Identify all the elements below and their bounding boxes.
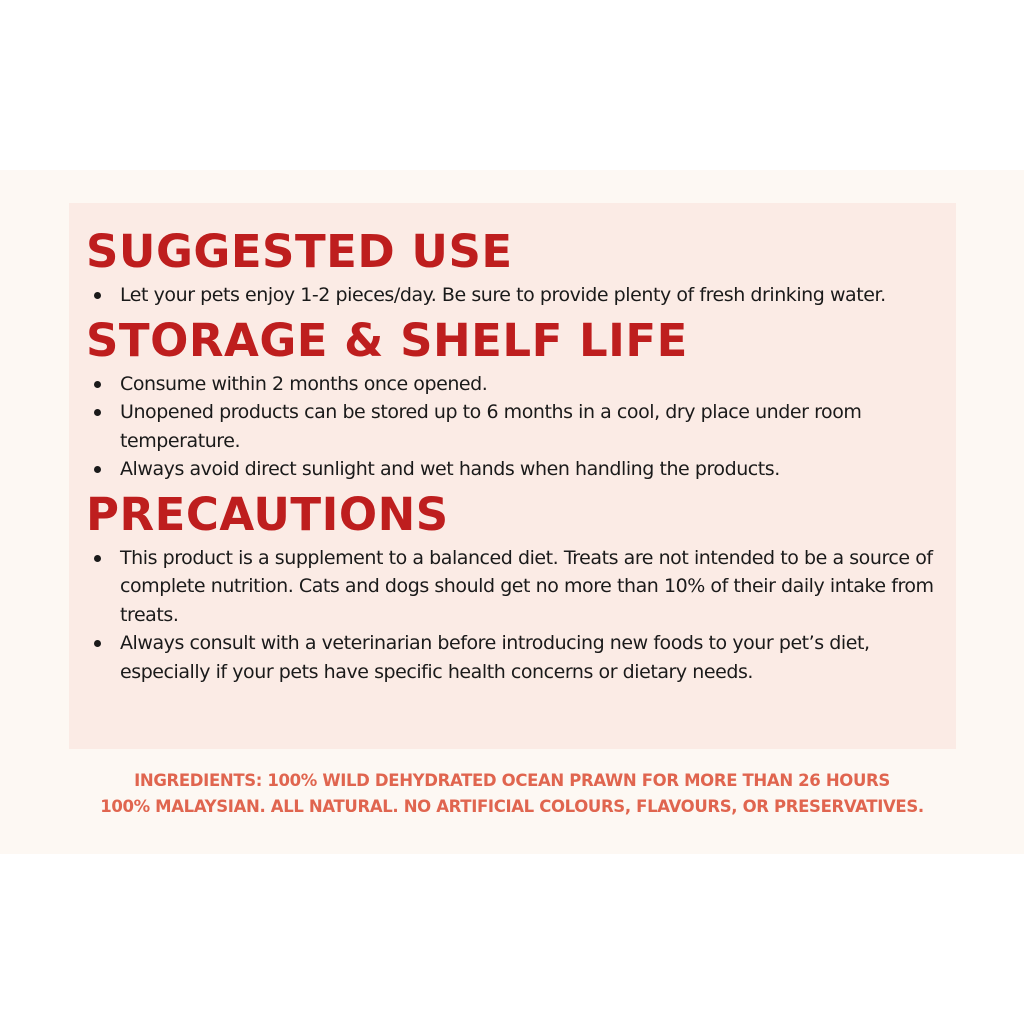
suggested-use-list [86, 281, 942, 310]
suggested-use-heading: SUGGESTED USE [86, 225, 513, 278]
footer-notes [0, 768, 1024, 820]
bullet-icon [94, 640, 101, 647]
claims-line: 100% MALAYSIAN. ALL NATURAL. NO ARTIFICIAL COLOURS, FLAVOURS, OR PRESERVATIVES. [100, 797, 924, 816]
list-item: Let your pets enjoy 1-2 pieces/day. Be sure to provide plenty of fresh drinking water. [86, 281, 942, 310]
list-item: Unopened products can be stored up to 6 months in a cool, dry place under room temperature. [86, 398, 942, 455]
precautions-heading: PRECAUTIONS [86, 487, 449, 541]
precautions-list [86, 544, 942, 687]
storage-list [86, 370, 942, 484]
info-card [69, 203, 956, 749]
list-item: Always consult with a veterinarian before introducing new foods to your pet’s diet, especially if your pets have specific health concerns or dietary needs. [86, 629, 942, 686]
list-item: Always avoid direct sunlight and wet hands when handling the products. [86, 455, 942, 484]
list-item: Consume within 2 months once opened. [86, 370, 942, 399]
list-item: This product is a supplement to a balanced diet. Treats are not intended to be a source of complete nutrition. Cats and dogs should get no more than 10% of their daily intake from treats. [86, 544, 942, 630]
bullet-icon [94, 381, 101, 388]
bullet-icon [94, 292, 101, 299]
bullet-icon [94, 409, 101, 416]
bullet-icon [94, 466, 101, 473]
storage-heading: STORAGE & SHELF LIFE [86, 313, 688, 367]
ingredients-line: INGREDIENTS: 100% WILD DEHYDRATED OCEAN PRAWN FOR MORE THAN 26 HOURS [134, 771, 890, 790]
bullet-icon [94, 555, 101, 562]
